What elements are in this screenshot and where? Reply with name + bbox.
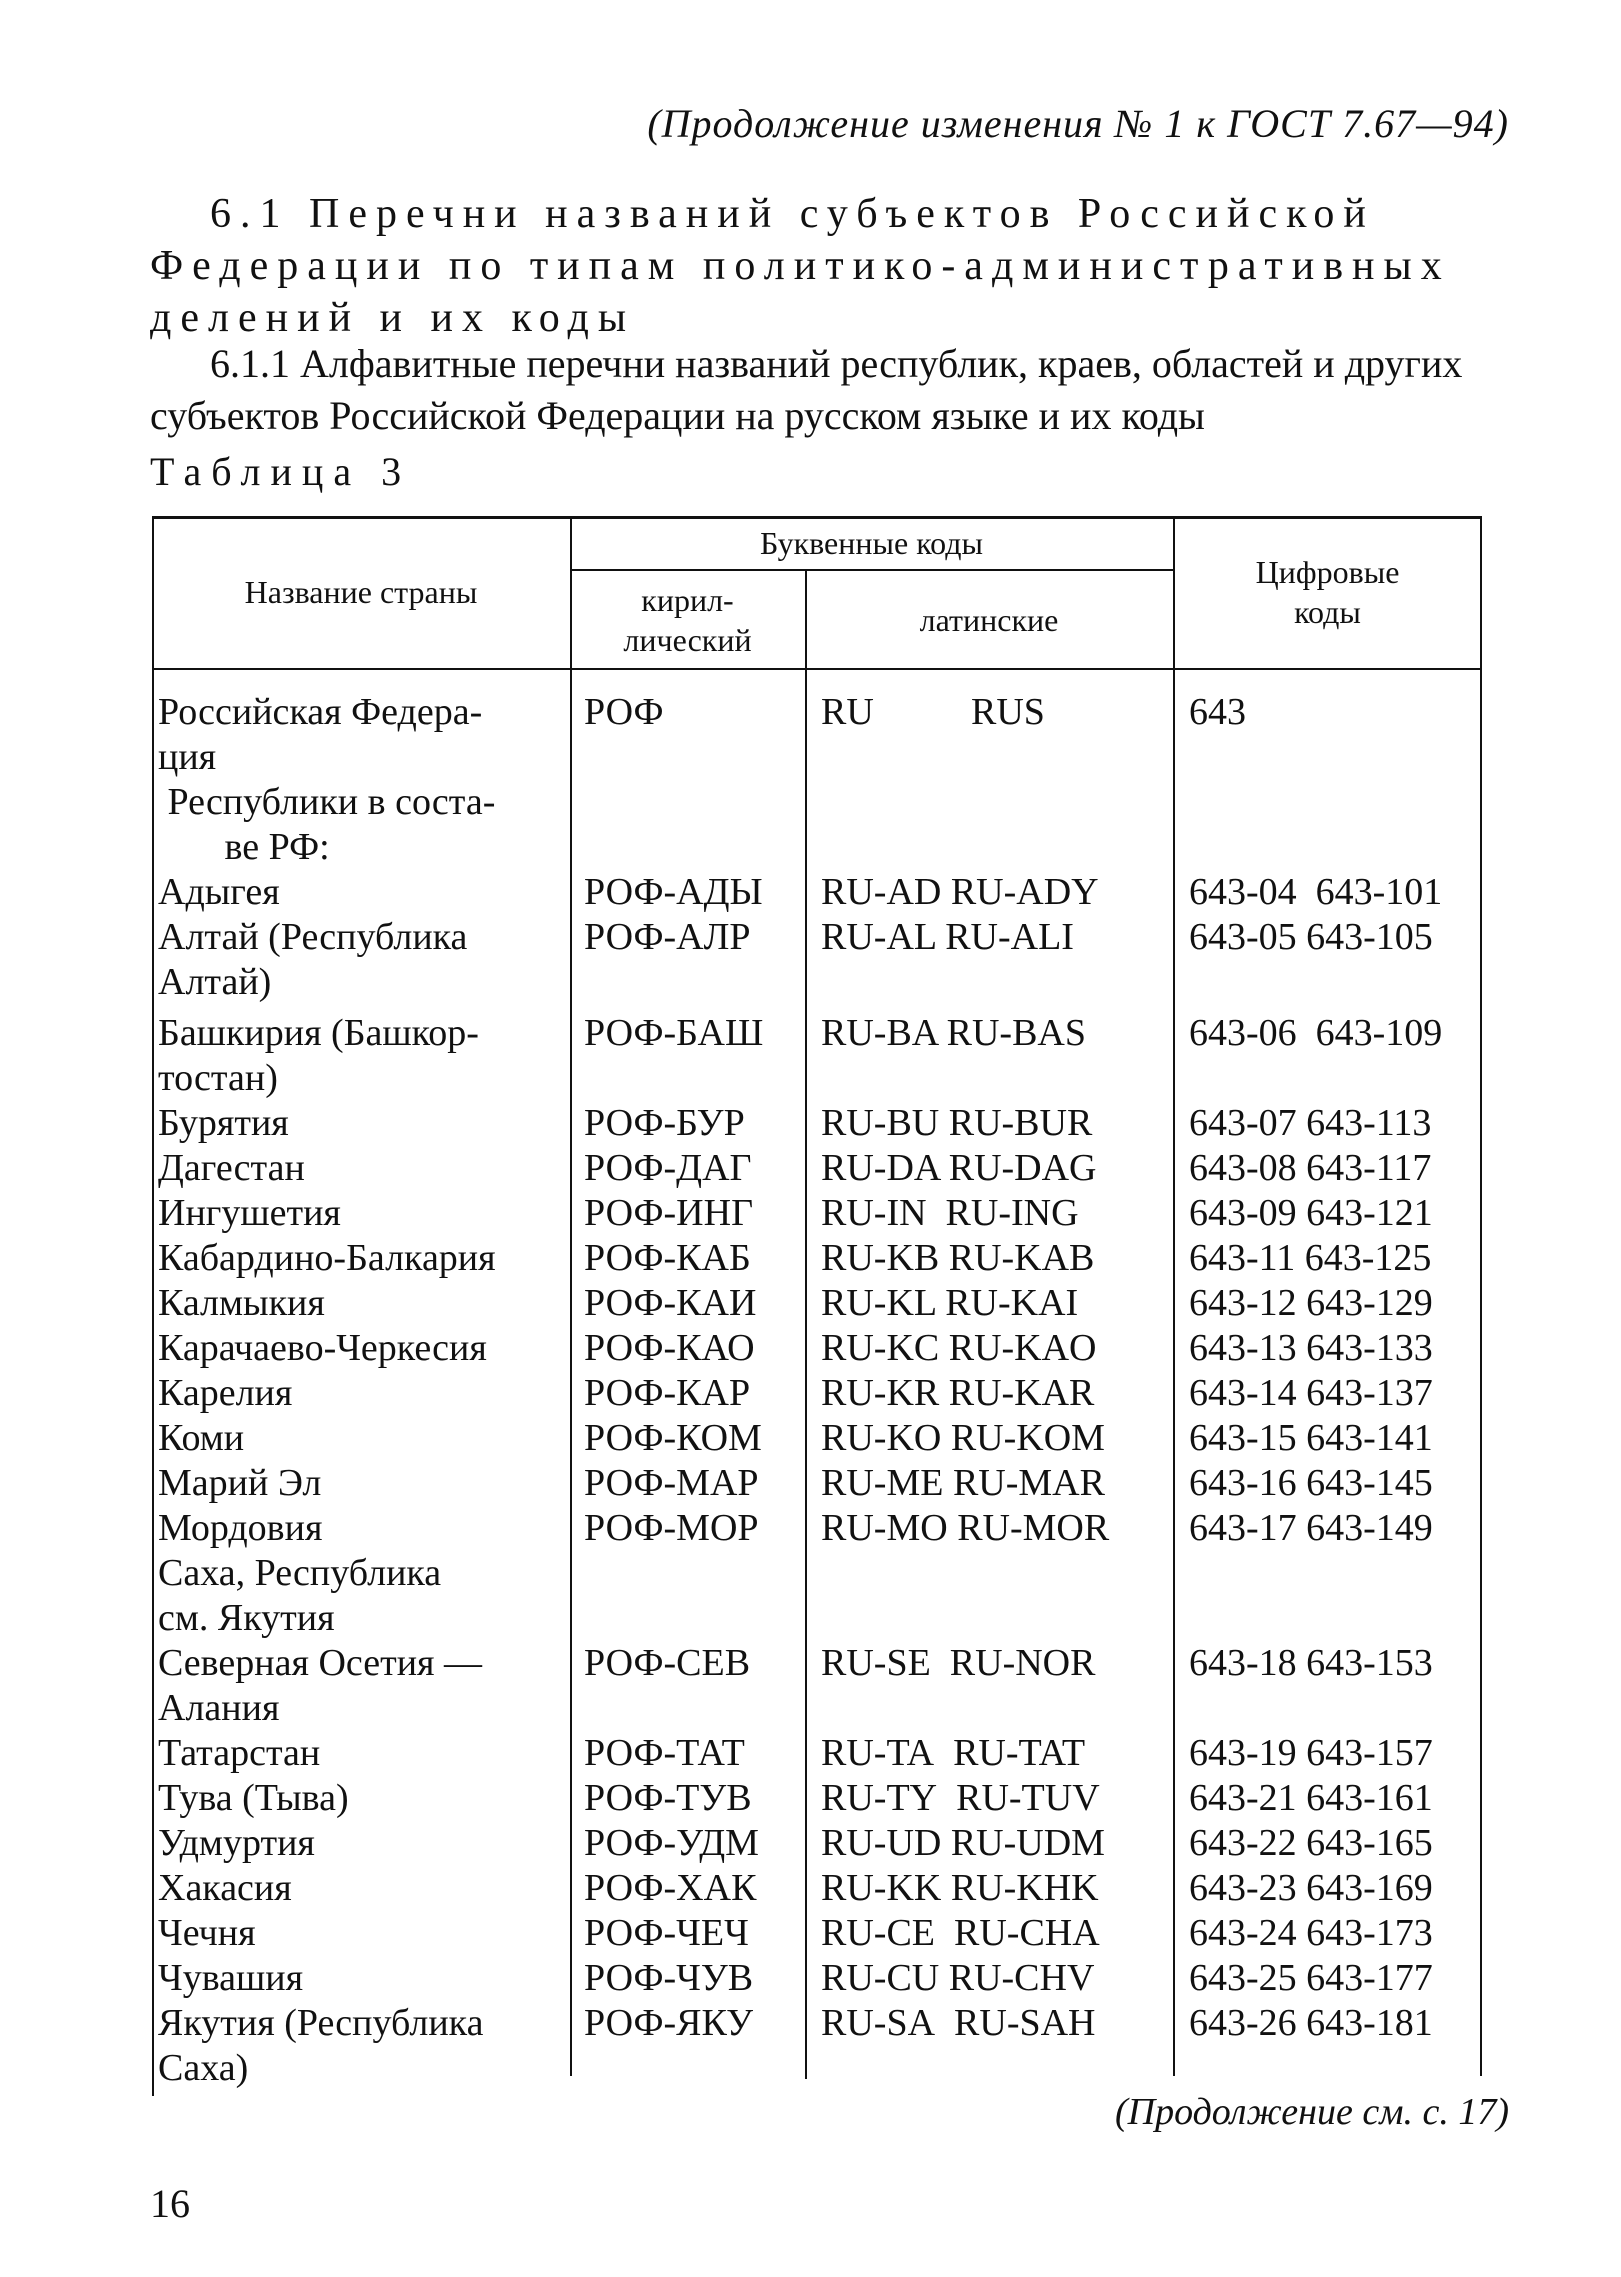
row-latin-2: RU-BA bbox=[821, 1012, 938, 1054]
row-latin-codes bbox=[805, 1911, 1173, 1956]
row-latin-3: RU-KAR bbox=[948, 1372, 1095, 1414]
row-cyrillic-code: РОФ-ДАГ bbox=[584, 1147, 752, 1189]
row-latin-codes bbox=[805, 1641, 1173, 1731]
row-cyrillic-code: РОФ-АЛР bbox=[584, 916, 751, 958]
row-latin-codes bbox=[805, 1731, 1173, 1776]
row-digital-code: 643-22 643-165 bbox=[1189, 1822, 1433, 1864]
row-latin-3: RU-KAI bbox=[945, 1282, 1079, 1324]
row-latin-2: RU-KB bbox=[821, 1237, 940, 1279]
section-title-text: 6.1 Перечни названий субъектов Российской Федерации по типам политико-административных делений и их коды bbox=[150, 191, 1451, 341]
row-latin-3: RU-TUV bbox=[956, 1777, 1100, 1819]
row-name: Карелия bbox=[158, 1372, 293, 1414]
row-name: Коми bbox=[158, 1417, 245, 1459]
row-name: Башкирия (Башкор- тостан) bbox=[158, 1012, 479, 1099]
row-latin-codes bbox=[805, 780, 1173, 870]
table-row bbox=[152, 2001, 1482, 2091]
row-digital-code: 643-18 643-153 bbox=[1189, 1642, 1433, 1684]
row-latin-codes bbox=[805, 915, 1173, 1005]
row-cyrillic-code: РОФ-МОР bbox=[584, 1507, 759, 1549]
row-latin-codes bbox=[805, 1371, 1173, 1416]
row-cyrillic-code: РОФ-КАР bbox=[584, 1372, 751, 1414]
row-latin-codes bbox=[805, 1776, 1173, 1821]
row-latin-codes bbox=[805, 1956, 1173, 2001]
row-cyrillic-code: РОФ-СЕВ bbox=[584, 1642, 751, 1684]
row-cyrillic-code: РОФ-КОМ bbox=[584, 1417, 762, 1459]
row-name: Адыгея bbox=[158, 871, 280, 913]
row-digital-code: 643-11 643-125 bbox=[1189, 1237, 1432, 1279]
row-name: Республики в соста- ве РФ: bbox=[167, 781, 496, 868]
row-latin-codes bbox=[805, 1281, 1173, 1326]
row-name: Российская Федера- ция bbox=[158, 691, 483, 778]
row-latin-codes bbox=[805, 1551, 1173, 1641]
row-name: Северная Осетия — Алания bbox=[158, 1642, 483, 1729]
row-digital-code: 643-08 643-117 bbox=[1189, 1147, 1432, 1189]
row-latin-codes bbox=[805, 690, 1173, 780]
table-row bbox=[152, 1461, 1482, 1506]
table-row bbox=[152, 915, 1482, 1005]
table-row bbox=[152, 1191, 1482, 1236]
row-name: Саха, Республика см. Якутия bbox=[158, 1552, 442, 1639]
row-name: Чувашия bbox=[158, 1957, 304, 1999]
row-latin-codes bbox=[805, 1866, 1173, 1911]
row-latin-codes bbox=[805, 1146, 1173, 1191]
table-row bbox=[152, 1731, 1482, 1776]
header-continuation: (Продолжение изменения № 1 к ГОСТ 7.67—94) bbox=[647, 101, 1509, 146]
row-cyrillic-code: РОФ-БУР bbox=[584, 1102, 745, 1144]
row-cyrillic-code: РОФ-ИНГ bbox=[584, 1192, 754, 1234]
row-digital-code: 643-12 643-129 bbox=[1189, 1282, 1433, 1324]
row-latin-codes bbox=[805, 1461, 1173, 1506]
row-cyrillic-code: РОФ-УДМ bbox=[584, 1822, 759, 1864]
row-name: Бурятия bbox=[158, 1102, 289, 1144]
row-cyrillic-code: РОФ-ЯКУ bbox=[584, 2002, 754, 2044]
header-letter-codes bbox=[570, 516, 1173, 569]
header-latin bbox=[805, 571, 1173, 668]
row-name: Калмыкия bbox=[158, 1282, 325, 1324]
row-latin-codes bbox=[805, 1191, 1173, 1236]
row-digital-code: 643-05 643-105 bbox=[1189, 916, 1433, 958]
row-latin-codes bbox=[805, 1821, 1173, 1866]
row-latin-3: RU-KOM bbox=[950, 1417, 1105, 1459]
row-cyrillic-code: РОФ-БАШ bbox=[584, 1012, 764, 1054]
row-latin-2: RU-CU bbox=[821, 1957, 940, 1999]
header-cyrillic-text: кирил- лический bbox=[623, 581, 752, 658]
row-digital-code: 643-06 643-109 bbox=[1189, 1012, 1443, 1054]
row-digital-code: 643-04 643-101 bbox=[1189, 871, 1443, 913]
header-latin-text: латинские bbox=[919, 601, 1059, 638]
table-row bbox=[152, 1416, 1482, 1461]
row-latin-2: RU-SA bbox=[821, 2002, 936, 2044]
row-latin-2: RU-TA bbox=[821, 1732, 935, 1774]
row-cyrillic-code: РОФ-КАБ bbox=[584, 1237, 751, 1279]
table-row bbox=[152, 1866, 1482, 1911]
row-latin-2: RU-KR bbox=[821, 1372, 940, 1414]
table-row bbox=[152, 690, 1482, 780]
header-bottom-rule bbox=[152, 668, 1482, 670]
row-name: Якутия (Республика Саха) bbox=[158, 2002, 484, 2089]
row-digital-code: 643-23 643-169 bbox=[1189, 1867, 1433, 1909]
table-row bbox=[152, 1236, 1482, 1281]
row-latin-2: RU-UD bbox=[821, 1822, 942, 1864]
row-latin-2: RU-AD bbox=[821, 871, 942, 913]
row-name: Алтай (Республика Алтай) bbox=[158, 916, 468, 1003]
row-latin-2: RU-KK bbox=[821, 1867, 942, 1909]
table-row bbox=[152, 1641, 1482, 1731]
row-name: Татарстан bbox=[158, 1732, 321, 1774]
row-name: Дагестан bbox=[158, 1147, 305, 1189]
table-row bbox=[152, 1911, 1482, 1956]
row-digital-code: 643-13 643-133 bbox=[1189, 1327, 1433, 1369]
row-latin-3: RU-MOR bbox=[957, 1507, 1110, 1549]
row-name: Тува (Тыва) bbox=[158, 1777, 349, 1819]
row-latin-codes bbox=[805, 1326, 1173, 1371]
row-latin-3: RU-KAB bbox=[948, 1237, 1095, 1279]
row-latin-3: RU-CHA bbox=[954, 1912, 1100, 1954]
footer-continuation: (Продолжение см. с. 17) bbox=[1114, 2091, 1509, 2133]
table-row bbox=[152, 1326, 1482, 1371]
row-digital-code: 643 bbox=[1189, 691, 1246, 733]
row-latin-3: RU-SAH bbox=[954, 2002, 1096, 2044]
row-latin-2: RU-SE bbox=[821, 1642, 931, 1684]
table-row bbox=[152, 1821, 1482, 1866]
subsection-title-text: 6.1.1 Алфавитные перечни названий республик, краев, областей и других субъектов Российской Федерации на русском языке и их коды bbox=[150, 341, 1463, 438]
table-row bbox=[152, 1776, 1482, 1821]
row-digital-code bbox=[1173, 1551, 1482, 1641]
row-digital-code: 643-14 643-137 bbox=[1189, 1372, 1433, 1414]
row-latin-3: RU-DAG bbox=[948, 1147, 1097, 1189]
row-latin-3: RU-ING bbox=[945, 1192, 1079, 1234]
row-digital-code: 643-17 643-149 bbox=[1189, 1507, 1433, 1549]
row-latin-3: RU-BUR bbox=[948, 1102, 1093, 1144]
row-latin-2: RU-AL bbox=[821, 916, 936, 958]
header-letter-codes-text: Буквенные коды bbox=[760, 524, 983, 561]
header-name-text: Название страны bbox=[244, 574, 478, 610]
row-name: Мордовия bbox=[158, 1507, 323, 1549]
table-row bbox=[152, 1146, 1482, 1191]
row-latin-3: RU-UDM bbox=[950, 1822, 1105, 1864]
row-latin-2: RU-CE bbox=[821, 1912, 935, 1954]
row-latin-2: RU-BU bbox=[821, 1102, 940, 1144]
row-latin-codes bbox=[805, 1011, 1173, 1101]
row-latin-3: RU-NOR bbox=[949, 1642, 1096, 1684]
row-latin-2: RU-ME bbox=[821, 1462, 944, 1504]
subsection-title bbox=[150, 338, 1510, 442]
row-digital-code: 643-24 643-173 bbox=[1189, 1912, 1433, 1954]
row-cyrillic-code: РОФ-АДЫ bbox=[584, 871, 763, 913]
table-row bbox=[152, 1011, 1482, 1101]
row-digital-code: 643-16 643-145 bbox=[1189, 1462, 1433, 1504]
row-latin-2: RU-IN bbox=[821, 1192, 927, 1234]
row-cyrillic-code bbox=[570, 780, 805, 870]
row-name: Хакасия bbox=[158, 1867, 292, 1909]
header-name bbox=[152, 516, 570, 668]
row-cyrillic-code bbox=[570, 1551, 805, 1641]
table-row bbox=[152, 1371, 1482, 1416]
table-body bbox=[152, 690, 1482, 2091]
table-row bbox=[152, 1956, 1482, 2001]
row-latin-3: RUS bbox=[971, 691, 1045, 733]
row-latin-2: RU-TY bbox=[821, 1777, 938, 1819]
row-latin-codes bbox=[805, 1506, 1173, 1551]
table-row bbox=[152, 1506, 1482, 1551]
row-latin-3: RU-MAR bbox=[952, 1462, 1105, 1504]
row-digital-code: 643-21 643-161 bbox=[1189, 1777, 1433, 1819]
row-digital-code: 643-15 643-141 bbox=[1189, 1417, 1433, 1459]
row-cyrillic-code: РОФ-ТУВ bbox=[584, 1777, 752, 1819]
section-title bbox=[150, 188, 1510, 344]
row-latin-codes bbox=[805, 2001, 1173, 2091]
table-row bbox=[152, 780, 1482, 870]
row-latin-3: RU-TAT bbox=[953, 1732, 1086, 1774]
row-latin-3: RU-ADY bbox=[950, 871, 1099, 913]
header-digital-text: Цифровые коды bbox=[1255, 554, 1400, 630]
row-latin-codes bbox=[805, 1236, 1173, 1281]
row-name: Марий Эл bbox=[158, 1462, 322, 1504]
row-cyrillic-code: РОФ-КАИ bbox=[584, 1282, 757, 1324]
row-name: Чечня bbox=[158, 1912, 256, 1954]
row-cyrillic-code: РОФ-МАР bbox=[584, 1462, 759, 1504]
row-digital-code: 643-26 643-181 bbox=[1189, 2002, 1433, 2044]
page-number: 16 bbox=[150, 2181, 190, 2226]
row-latin-3: RU-CHV bbox=[948, 1957, 1095, 1999]
table-row bbox=[152, 870, 1482, 915]
row-cyrillic-code: РОФ-ХАК bbox=[584, 1867, 757, 1909]
row-latin-2: RU-MO bbox=[821, 1507, 948, 1549]
row-digital-code: 643-25 643-177 bbox=[1189, 1957, 1433, 1999]
header-cyrillic bbox=[570, 571, 805, 668]
row-digital-code: 643-07 643-113 bbox=[1189, 1102, 1432, 1144]
row-cyrillic-code: РОФ-ТАТ bbox=[584, 1732, 745, 1774]
row-latin-2: RU bbox=[821, 691, 874, 733]
row-name: Удмуртия bbox=[158, 1822, 315, 1864]
row-cyrillic-code: РОФ-КАО bbox=[584, 1327, 755, 1369]
row-latin-2: RU-KL bbox=[821, 1282, 936, 1324]
row-latin-2: RU-KC bbox=[821, 1327, 940, 1369]
row-name: Ингушетия bbox=[158, 1192, 341, 1234]
row-cyrillic-code: РОФ-ЧУВ bbox=[584, 1957, 754, 1999]
row-latin-codes bbox=[805, 1416, 1173, 1461]
table-row bbox=[152, 1551, 1482, 1641]
row-latin-3: RU-KAO bbox=[948, 1327, 1097, 1369]
row-latin-codes bbox=[805, 870, 1173, 915]
header-digital bbox=[1173, 516, 1482, 668]
row-digital-code: 643-09 643-121 bbox=[1189, 1192, 1433, 1234]
row-latin-2: RU-KO bbox=[821, 1417, 942, 1459]
table-row bbox=[152, 1281, 1482, 1326]
row-latin-3: RU-KHK bbox=[950, 1867, 1099, 1909]
row-latin-2: RU-DA bbox=[821, 1147, 940, 1189]
row-digital-code bbox=[1173, 780, 1482, 870]
row-name: Кабардино-Балкария bbox=[158, 1237, 496, 1279]
table-label: Таблица 3 bbox=[150, 449, 412, 494]
row-latin-codes bbox=[805, 1101, 1173, 1146]
table-row bbox=[152, 1101, 1482, 1146]
row-name: Карачаево-Черкесия bbox=[158, 1327, 487, 1369]
row-cyrillic-code: РОФ bbox=[584, 691, 664, 733]
row-latin-3: RU-BAS bbox=[946, 1012, 1087, 1054]
codes-table bbox=[152, 516, 1482, 2096]
row-digital-code: 643-19 643-157 bbox=[1189, 1732, 1433, 1774]
row-latin-3: RU-ALI bbox=[945, 916, 1074, 958]
row-cyrillic-code: РОФ-ЧЕЧ bbox=[584, 1912, 749, 1954]
